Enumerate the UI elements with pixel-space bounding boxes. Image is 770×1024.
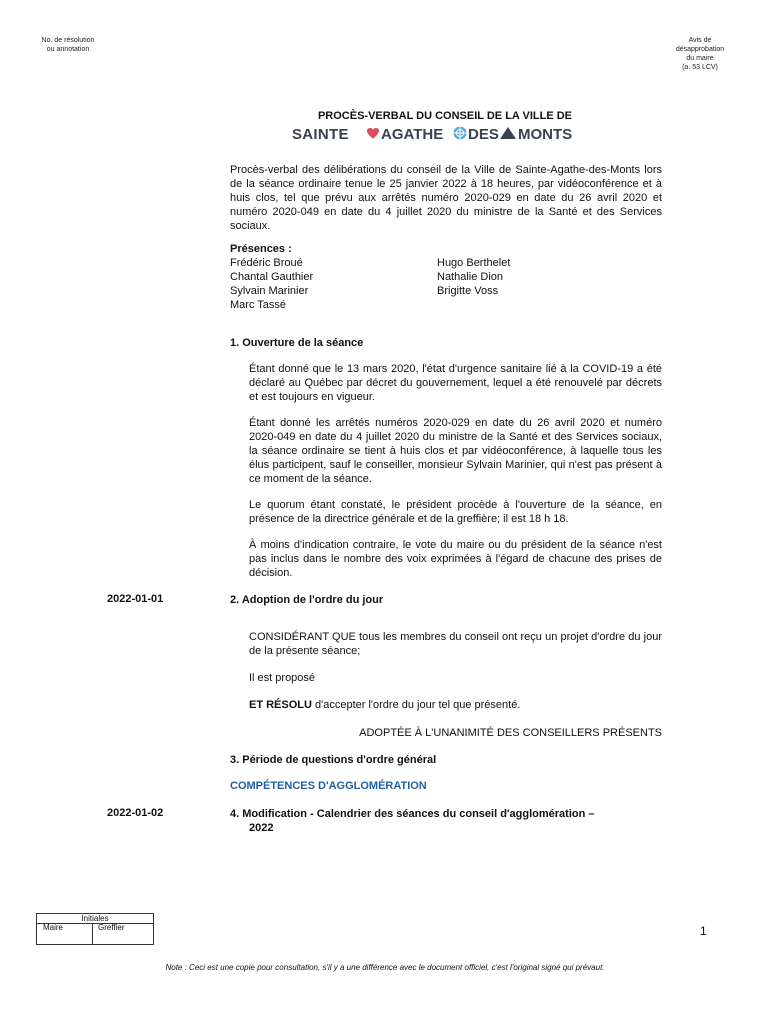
intro-paragraph: Procès-verbal des délibérations du conseil de la Ville de Sainte-Agathe-des-Monts lors de la séance ordinaire tenue le 25 janvier 2022 à 18 heures, par vidéoconférence et à huis clos, tel que prévu aux arrêtés numéro 2020-029 en date du 26 avril 2020 et numéro 2020-049 en date du 4 juillet 2020 du ministre de la Santé et des Services sociaux.	[230, 164, 662, 232]
initials-mayor-cell: Maire	[37, 923, 93, 944]
page-number: 1	[700, 924, 707, 938]
section-1-paragraph: À moins d'indication contraire, le vote du maire ou du président de la séance n'est pas inclus dans le nombre des voix exprimées à l'égard de chacune des prises de décision.	[249, 539, 662, 579]
resolu-rest: d'accepter l'ordre du jour tel que présenté.	[311, 699, 521, 711]
section-3-heading: 3. Période de questions d'ordre général	[230, 754, 437, 766]
disapproval-header-line: désapprobation	[675, 46, 725, 53]
disapproval-column-header	[668, 36, 732, 72]
resolution-number: 2022-01-01	[107, 593, 164, 605]
city-logo	[292, 124, 598, 144]
section-2-heading: 2. Adoption de l'ordre du jour	[230, 594, 384, 606]
member-name: Hugo Berthelet	[437, 257, 511, 269]
resolution-header-line: ou annotation	[46, 46, 90, 53]
member-name: Sylvain Marinier	[230, 285, 309, 297]
resolution-column-header	[40, 36, 96, 54]
initials-clerk-cell: Greffier	[98, 923, 125, 932]
section-4-heading-line: 2022	[249, 822, 274, 834]
section-4-heading-line: 4. Modification - Calendrier des séances du conseil d'agglomération –	[230, 808, 595, 820]
logo-word-sainte: SAINTE	[292, 126, 349, 143]
member-name: Nathalie Dion	[437, 271, 504, 283]
disapproval-header-line: Avis de	[688, 37, 712, 44]
section-2-paragraph: CONSIDÉRANT QUE tous les membres du conseil ont reçu un projet d'ordre du jour de la présente séance;	[249, 631, 662, 657]
member-name: Brigitte Voss	[437, 285, 499, 297]
section-4-heading	[230, 807, 670, 835]
disapproval-header-line: du maire	[686, 55, 714, 62]
globe-icon	[454, 127, 467, 140]
city-logo-svg	[292, 124, 598, 144]
section-1-heading: 1. Ouverture de la séance	[230, 337, 364, 349]
member-name: Chantal Gauthier	[230, 271, 314, 283]
disapproval-header-line: (a. 53 LCV)	[682, 64, 718, 71]
section-1-paragraph: Étant donné les arrêtés numéros 2020-029 en date du 26 avril 2020 et numéro 2020-049 en date du 4 juillet 2020 du ministre de la Santé et des Services sociaux, la séance ordinaire se tient à huis clos et par vidéoconférence, à laquelle tous les élus participent, sauf le conseiller, monsieur Sylvain Marinier, qui n'est pas présent à ce moment de la séance.	[249, 417, 662, 485]
resolu-keyword: ET RÉSOLU	[249, 699, 312, 711]
agglomeration-heading: COMPÉTENCES D'AGGLOMÉRATION	[230, 780, 427, 792]
presences-label: Présences :	[230, 243, 292, 255]
resolution-header-line: No. de résolution	[41, 37, 95, 44]
member-name: Frédéric Broué	[230, 257, 303, 269]
logo-word-des: DES	[468, 126, 499, 143]
proposal-text: Il est proposé	[249, 672, 316, 684]
heart-icon	[367, 128, 379, 139]
adoption-status: ADOPTÉE À L'UNANIMITÉ DES CONSEILLERS PRÉSENTS	[359, 727, 662, 739]
member-name: Marc Tassé	[230, 299, 287, 311]
resolution-number: 2022-01-02	[107, 807, 164, 819]
resolution-text	[249, 698, 662, 712]
document-title: PROCÈS-VERBAL DU CONSEIL DE LA VILLE DE	[317, 110, 573, 122]
section-1-paragraph: Étant donné que le 13 mars 2020, l'état d'urgence sanitaire lié à la COVID-19 a été déclaré au Québec par décret du gouvernement, lequel a été renouvelé par décrets et est toujours en vigueur.	[249, 363, 662, 403]
presences-right	[437, 256, 637, 298]
logo-word-agathe: AGATHE	[381, 126, 444, 143]
initials-title: Initiales	[37, 914, 153, 924]
section-1-paragraph: Le quorum étant constaté, le président procède à l'ouverture de la séance, en présence de la directrice générale et de la greffière; il est 18 h 18.	[249, 499, 662, 525]
initials-box	[36, 913, 154, 945]
logo-word-monts: MONTS	[518, 126, 573, 143]
footer-note: Note : Ceci est une copie pour consultation, s'il y a une différence avec le document officiel, c'est l'original signé qui prévaut.	[165, 963, 605, 972]
mountain-icon	[500, 127, 516, 139]
presences-left	[230, 242, 430, 312]
